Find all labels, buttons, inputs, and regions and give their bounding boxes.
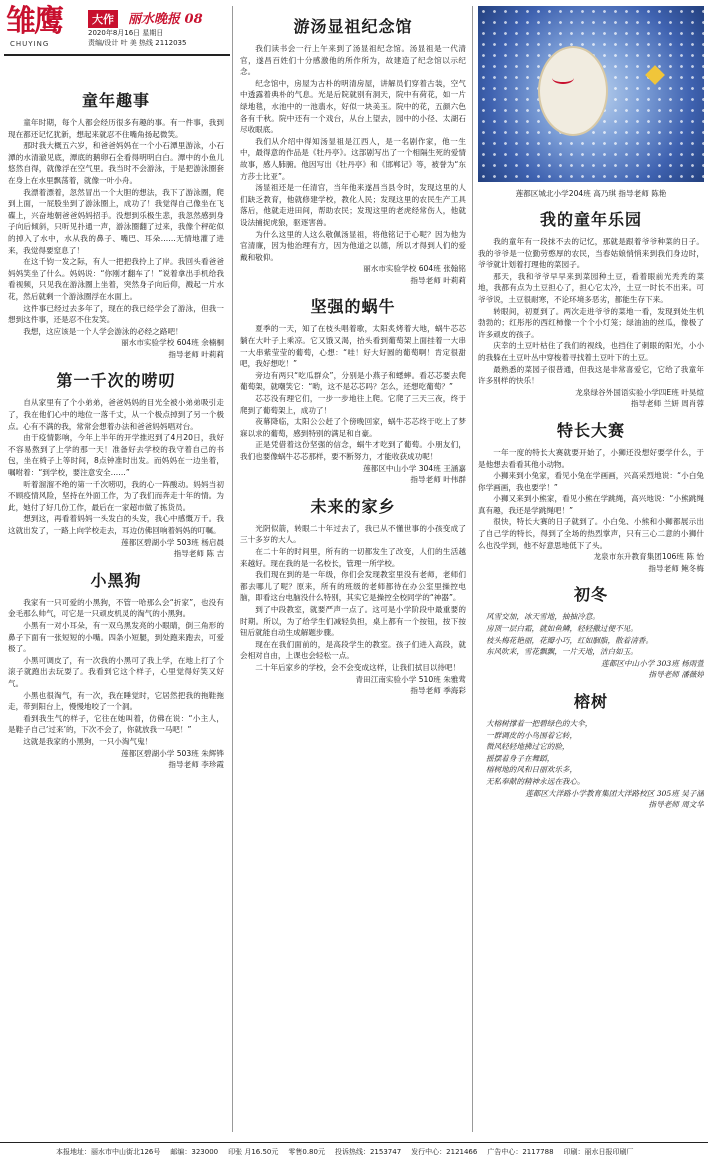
poem-line: 大榕树撑着一把碧绿色的大伞， [486,719,593,728]
article-byline: 指导老师 潘薇婷 [648,670,704,680]
column-right-articles [478,207,704,811]
article-byline: 指导老师 李珍霞 [168,760,224,770]
article-paragraph: 我漂着漂着，忽然冒出一个大胆的想法，我下了游泳圈，爬到上面，一屁股坐到了游泳圈上，成功了！我觉得自己像坐在飞碟上，兴奋地朝爸爸妈妈招手。没想到乐极生悲，我忽然感到身子向后倾斜，只听见扑通一声，游泳圈翻了过来，我像个秤砣似的掉入了水中，水从我的鼻子、嘴巴、耳朵……无情地灌了进来，我觉得要窒息了！ [8,187,224,255]
article-paragraph: 芯芯没有理它们，一步一步地往上爬。它爬了三天三夜，终于爬到了葡萄架上，成功了！ [240,394,466,415]
article [8,368,224,559]
footer-item: 发行中心：2121466 [411,1148,478,1156]
article-paragraph: 童年时期，每个人都会经历很多有趣的事。有一件事，我到现在都还记忆犹新，想起来就忍不住嘴角扬起微笑。 [8,118,224,139]
painting-moon-figure [538,46,608,136]
painting-smile [552,72,574,84]
article-paragraph: 正是凭借着这份坚强的信念，蜗牛才吃到了葡萄。小朋友们，我们也要像蜗牛芯芯那样，要不断努力，才能收获成功呢！ [240,440,466,461]
student-painting [478,6,704,182]
article-title: 坚强的蜗牛 [310,297,396,317]
article-title: 特长大赛 [556,420,625,440]
article-paragraph: 在二十年的时间里，所有的一切都发生了改变，人们的生活越来越好。现在我的是一名校长，管理一所学校。 [240,546,466,568]
poem-line: 一群调皮的小鸟围着它转， [486,730,578,740]
footer-item: 投诉热线：2153747 [334,1148,402,1156]
column-divider [472,6,473,1132]
masthead-rule [4,54,230,56]
article-paragraph: 二十年后家乡的学校，会不会变成这样，让我们拭目以待吧！ [255,662,461,672]
article-paragraph: 我的童年有一段抹不去的记忆，那就是跟着爷爷种菜的日子。我的爷爷是一位勤劳憨厚的农民，当春姑娘悄悄来到我们身边时，爷爷就计划着打理他的菜园子。 [478,237,704,270]
article-paragraph: 我家有一只可爱的小黑狗，不管一哈那么会“折家”，也没有金毛那么帅气，可它是一只顽皮机灵的淘气的小黑狗。 [8,597,224,619]
poem-line: 无私奉献的精神永远在我心。 [486,776,585,786]
article-paragraph: 转眼间，初夏到了。两次走进爷爷的菜地一看，发现到处生机勃勃的；红彤彤的西红柿像一个个小灯笼；绿油油的丝瓜，像极了许多顽皮的孩子。 [478,306,704,339]
editor-line: 责编/设计 叶 美 热线 2112035 [88,39,187,47]
masthead-logo-subtitle: CHUYING [10,40,50,48]
column-right [478,6,704,1134]
article-title: 小黑狗 [90,570,142,590]
poem-line: 摇摆着身子在舞蹈， [486,753,555,763]
article-paragraph: 为什么这里的人这么敬佩汤显祖，将他铭记于心呢？因为他为官清廉，因为他治理有方，因为他道之以德，所以才得到人们的爱戴和敬仰。 [240,229,466,262]
issue-date: 2020年8月16日 星期日 [88,29,164,37]
article-paragraph: 夜幕降临，太阳公公赶了个傍晚回家，蜗牛芯芯终于吃上了梦寐以求的葡萄，感到特别的满足和自豪。 [240,417,466,438]
page-footer [0,1142,708,1162]
article-paragraph: 旁边有两只“吃瓜群众”，分别是小燕子和蟋蟀。看芯芯要去爬葡萄架，就嘲笑它：“哟，这不是芯芯吗？怎么，还想吃葡萄？” [240,370,466,392]
article-byline: 莲都区中山小学 303班 杨雨萱 [601,658,704,668]
article-byline: 莲都区碧湖小学 503班 朱辉铧 [121,748,224,758]
article-paragraph: 我们现在到的是一年级，你们会发现教室里没有老师，老师们都去哪儿了呢？原来，所有的班级的老师都待在办公室里操控电脑，即看这台电脑没什么特别，其实它是操控全校同学的“神器”。 [240,570,466,603]
column-middle [240,6,466,1134]
article-title: 初冬 [573,585,608,605]
article-title: 未来的家乡 [310,496,396,516]
article-paragraph: 想到这，再看着妈妈一头发白的头发，我心中感慨万千。我这就出发了，一路上向学校走去，耳边仿佛回响着妈妈的叮嘱。 [8,514,224,535]
article-paragraph: 这就是我家的小黑狗，一只小淘气鬼！ [23,736,153,746]
article-paragraph: 到了中段教室，就要严声一点了。这可是小学阶段中最重要的时期。所以，为了给学生们减轻负担，桌上都有一个按钮，按下按钮后就能自动生成解题步骤。 [240,604,466,638]
article-paragraph: 很快，特长大赛的日子就到了。小白兔、小熊和小狮都展示出了自己学的特长，得到了全场的热烈掌声，只有三心二意的小狮什么也没学到，他不好意思地低下了头。 [478,517,704,550]
poem-line: 房顶一层白霜，就如鱼鳞，轻轻撒过便不见。 [486,624,638,634]
article-paragraph: 由于疫情影响，今年上半年的开学推迟到了4月20日，我好不容易熬到了上学的那一天！准备好去学校的我守着自己的书包，坐在椅子上等时间，8点钟准时出发。而妈妈在一边坐着，嘱咐着：“到学校，要注意安全……” [8,433,224,478]
poem-line: 东风吹来，雪花飘飘，一片天地，洁白如玉。 [486,647,638,657]
footer-item: 印张 月16.50元 [228,1148,279,1156]
article [478,418,704,575]
article-byline: 指导老师 陈 吉 [173,549,224,559]
footer-item: 零售0.80元 [288,1148,325,1156]
column-divider [232,6,233,1132]
footer-item: 本报地址：丽水市中山街北126号 [56,1148,161,1156]
article-byline: 指导老师 鲍冬梅 [648,563,704,573]
article-paragraph: 光阴似箭，转眼二十年过去了，我已从不懂世事的小孩变成了三十多岁的大人。 [240,523,466,545]
article [478,582,704,681]
masthead [4,4,232,76]
poem-line: 榕树地的风和日丽欢乐多， [486,765,578,775]
poem-line: 风雪交加，冰天雪地，抽抽冷意。 [486,612,600,622]
article-title: 榕树 [573,692,608,711]
article [240,494,466,697]
article-paragraph: 这件事已经过去多年了，现在的我已经学会了游泳，但我一想到这件事，还是忍不住发笑。 [8,303,224,325]
column-left [8,80,224,1132]
article-paragraph: 在这千钧一发之际，有人一把把我拎上了岸。我回头看爸爸妈妈笑坐了什么。妈妈说：“你刚才翻车了！”说着拿出手机给我看视频，只见我在游泳圈上坐着，突然身子向后仰，溅起一片水花，然后就剩一个游泳圈浮在水面上。 [8,257,224,301]
article-byline: 丽水市实验学校 604班 张翰铭 [363,264,466,274]
article-byline: 指导老师 叶伟群 [410,475,466,485]
article-paragraph: 汤显祖还是一任清官，当年他来遂昌当县令时，发现这里的人们缺乏教育，他就修建学校，教化人民；发现这里的农民生产工具落后，他就走进田间，帮助农民；发现这里的老虎经常伤人，他就设法捕捉虎狼，驱逐害兽。 [240,183,466,227]
article [240,14,466,286]
article-byline: 莲都区大洋路小学教育集团大洋路校区 305班 吴子涵 [525,788,704,798]
article-paragraph: 小黑有一对小耳朵，有一双乌黑发亮的小眼睛，倒三角形的鼻子下面有一张短短的小嘴。四条小短腿，到处跑来跑去，可爱极了。 [8,620,224,654]
article [478,689,704,811]
article-paragraph: 自从家里有了个小弟弟，爸爸妈妈的目光全被小弟弟吸引走了，我在他们心中的地位一落千丈，从一个极点掉到了另一个极点。心有不满的我，常常会想着办法和爸爸妈妈唱对台。 [8,398,224,431]
article-byline: 莲都区中山小学 304班 王涵嘉 [363,463,466,473]
article-byline: 指导老师 叶莉莉 [168,349,224,359]
article-title: 我的童年乐园 [539,210,642,229]
article-byline: 指导老师 叶莉莉 [410,275,466,285]
painting-caption: 莲都区城北小学204班 高乃琪 指导老师 陈艳 [515,189,667,198]
article-paragraph: 一年一度的特长大赛就要开始了，小狮还没想好要学什么，于是他想去看看其他小动物。 [478,447,704,469]
article [8,88,224,360]
article-paragraph: 小黑也很淘气，有一次，我在睡觉时，它居然把我的拖鞋拖走，带到阳台上，慢慢地咬了一个洞。 [8,690,224,712]
article-paragraph: 最熟悉的菜园子很普通，但我这是非常喜爱它，它给了我童年许多别样的快乐！ [478,364,704,386]
poem-line: 枝头梅花艳丽，花瓣小巧，红如胭脂，散着清香。 [486,635,654,645]
article-byline: 指导老师 周文华 [648,800,704,810]
article-byline: 莲都区碧湖小学 503班 杨启晨 [121,537,224,547]
article-byline: 龙泉绿谷外国语实验小学四E班 叶昊煊 [575,387,704,397]
masthead-logo: 雏鹰 [6,4,62,39]
article-paragraph: 那时我大概五六岁，和爸爸妈妈在一个小石潭里游泳，小石潭的水清澈见底，潭底的鹅卵石全看得明明白白。潭中的小鱼儿悠然自得，就像浮在空气里。我当时不会游泳，于是把游泳圈套在身上在水里飘荡着，就像一叶小舟。 [8,141,224,185]
article-paragraph: 听着溜溜不绝的第一千次唠叨，我的心一阵酸动。妈妈当初不顾疫情风险，坚持在外面工作，为了我们而奔走十年的情。为此，她付了好几份工作，最后在一家超市做了拣货员。 [8,479,224,512]
section-tag: 大作 [88,10,118,28]
poem-line: 微风轻轻地拂过它的脸， [486,742,570,752]
article [478,207,704,410]
article-paragraph: 小狮来到小兔家，看见小兔在学画画，兴高采烈地说：“小白兔你学画画，我也要学！” [478,471,704,492]
article-title: 童年趣事 [81,91,150,110]
article-paragraph: 我们从介绍中得知汤显祖是江西人，是一名剧作家，他一生中，最得意的作品是《牡丹亭》。这部剧写出了一个相隔生死的爱情故事，感人肺腑。他因写出《牡丹亭》和《邯郸记》等，被誉为“东方莎士比亚”。 [240,136,466,181]
article-paragraph: 小狮又来到小熊家，看见小熊在学跳绳，高兴地说：“小熊跳绳真有趣，我还是学跳绳吧！” [478,494,704,515]
article-byline: 指导老师 季海彩 [410,686,466,696]
article [240,294,466,485]
article [8,568,224,771]
article-paragraph: 夏季的一天，知了在枝头唱着歌，太阳炙烤着大地，蜗牛芯芯躺在大叶子上乘凉。它又饿又渴，抬头看到葡萄架上面挂着一大串一大串紫莹莹的葡萄，心想：“哇！好大好圆的葡萄啊！肯定很甜吧，我好想吃！” [240,324,466,369]
article-byline: 指导老师 兰妍 周肖蓉 [630,399,704,409]
article-paragraph: 我们读书会一行上午来到了汤显祖纪念馆。汤显祖是一代清官，遂昌百姓们十分感激他的所作所为，故建造了纪念馆以示纪念。 [240,44,466,77]
footer-item: 广告中心：2117788 [487,1148,554,1156]
article-title: 游汤显祖纪念馆 [293,17,413,36]
article-byline: 青田江南实验小学 510班 朱雅莺 [355,674,466,684]
article-byline: 丽水市实验学校 604班 余楠桐 [121,338,224,348]
paper-name: 丽水晚报 08 [128,12,203,27]
article-paragraph: 现在在我们面前的，是高段学生的教室。孩子们进入高段，就会相对自由，上课也会轻松一点。 [240,639,466,661]
article-paragraph: 纪念馆中，房屋为古朴的明清房屋，讲解员们穿着古装，空气中透露着典朴的气息。光是后院就别有洞天，院中有荷花，如一片绿地毯，水池中的一池翡水，好似一块美玉。院中的花，五颜六色各有千秋。院中还有一个戏台，从台上望去，园中的小径、太湖石尽收眼底。 [240,78,466,135]
article-paragraph: 我想，这应该是一个人学会游泳的必经之路吧！ [23,326,183,336]
article-byline: 龙泉市东升教育集团106班 陈 怡 [593,552,704,562]
footer-item: 邮编：323000 [170,1148,219,1156]
article-title: 第一千次的唠叨 [56,371,176,391]
article-paragraph: 那天，我和爷爷早早来到菜园种土豆，看着眼前光秃秃的菜地，我都有点为土豆担心了，担心它太冷，土豆一时长不出来。可爷爷说，土豆很耐寒，不论环境多恶劣，都能生存下来。 [478,271,704,304]
footer-item: 印刷：丽水日报印刷厂 [563,1148,634,1156]
article-paragraph: 小黑可调皮了，有一次我的小黑可了我上学，在地上打了个滚子就跑出去玩耍了。我看到它这个样子，心里觉得好笑又好气。 [8,655,224,688]
article-paragraph: 看到我生气的样子，它往在她叫着，仿佛在说：“小主人，是鞋子自己‘过来’的，下次不会了，你就放我一马吧！” [8,713,224,735]
article-paragraph: 庆幸的土豆叶枯住了我们的视线，也挡住了刺眼的阳光，小小的我躲在土豆叶丛中穿梭着寻找着土豆叶下的土豆。 [478,341,704,362]
